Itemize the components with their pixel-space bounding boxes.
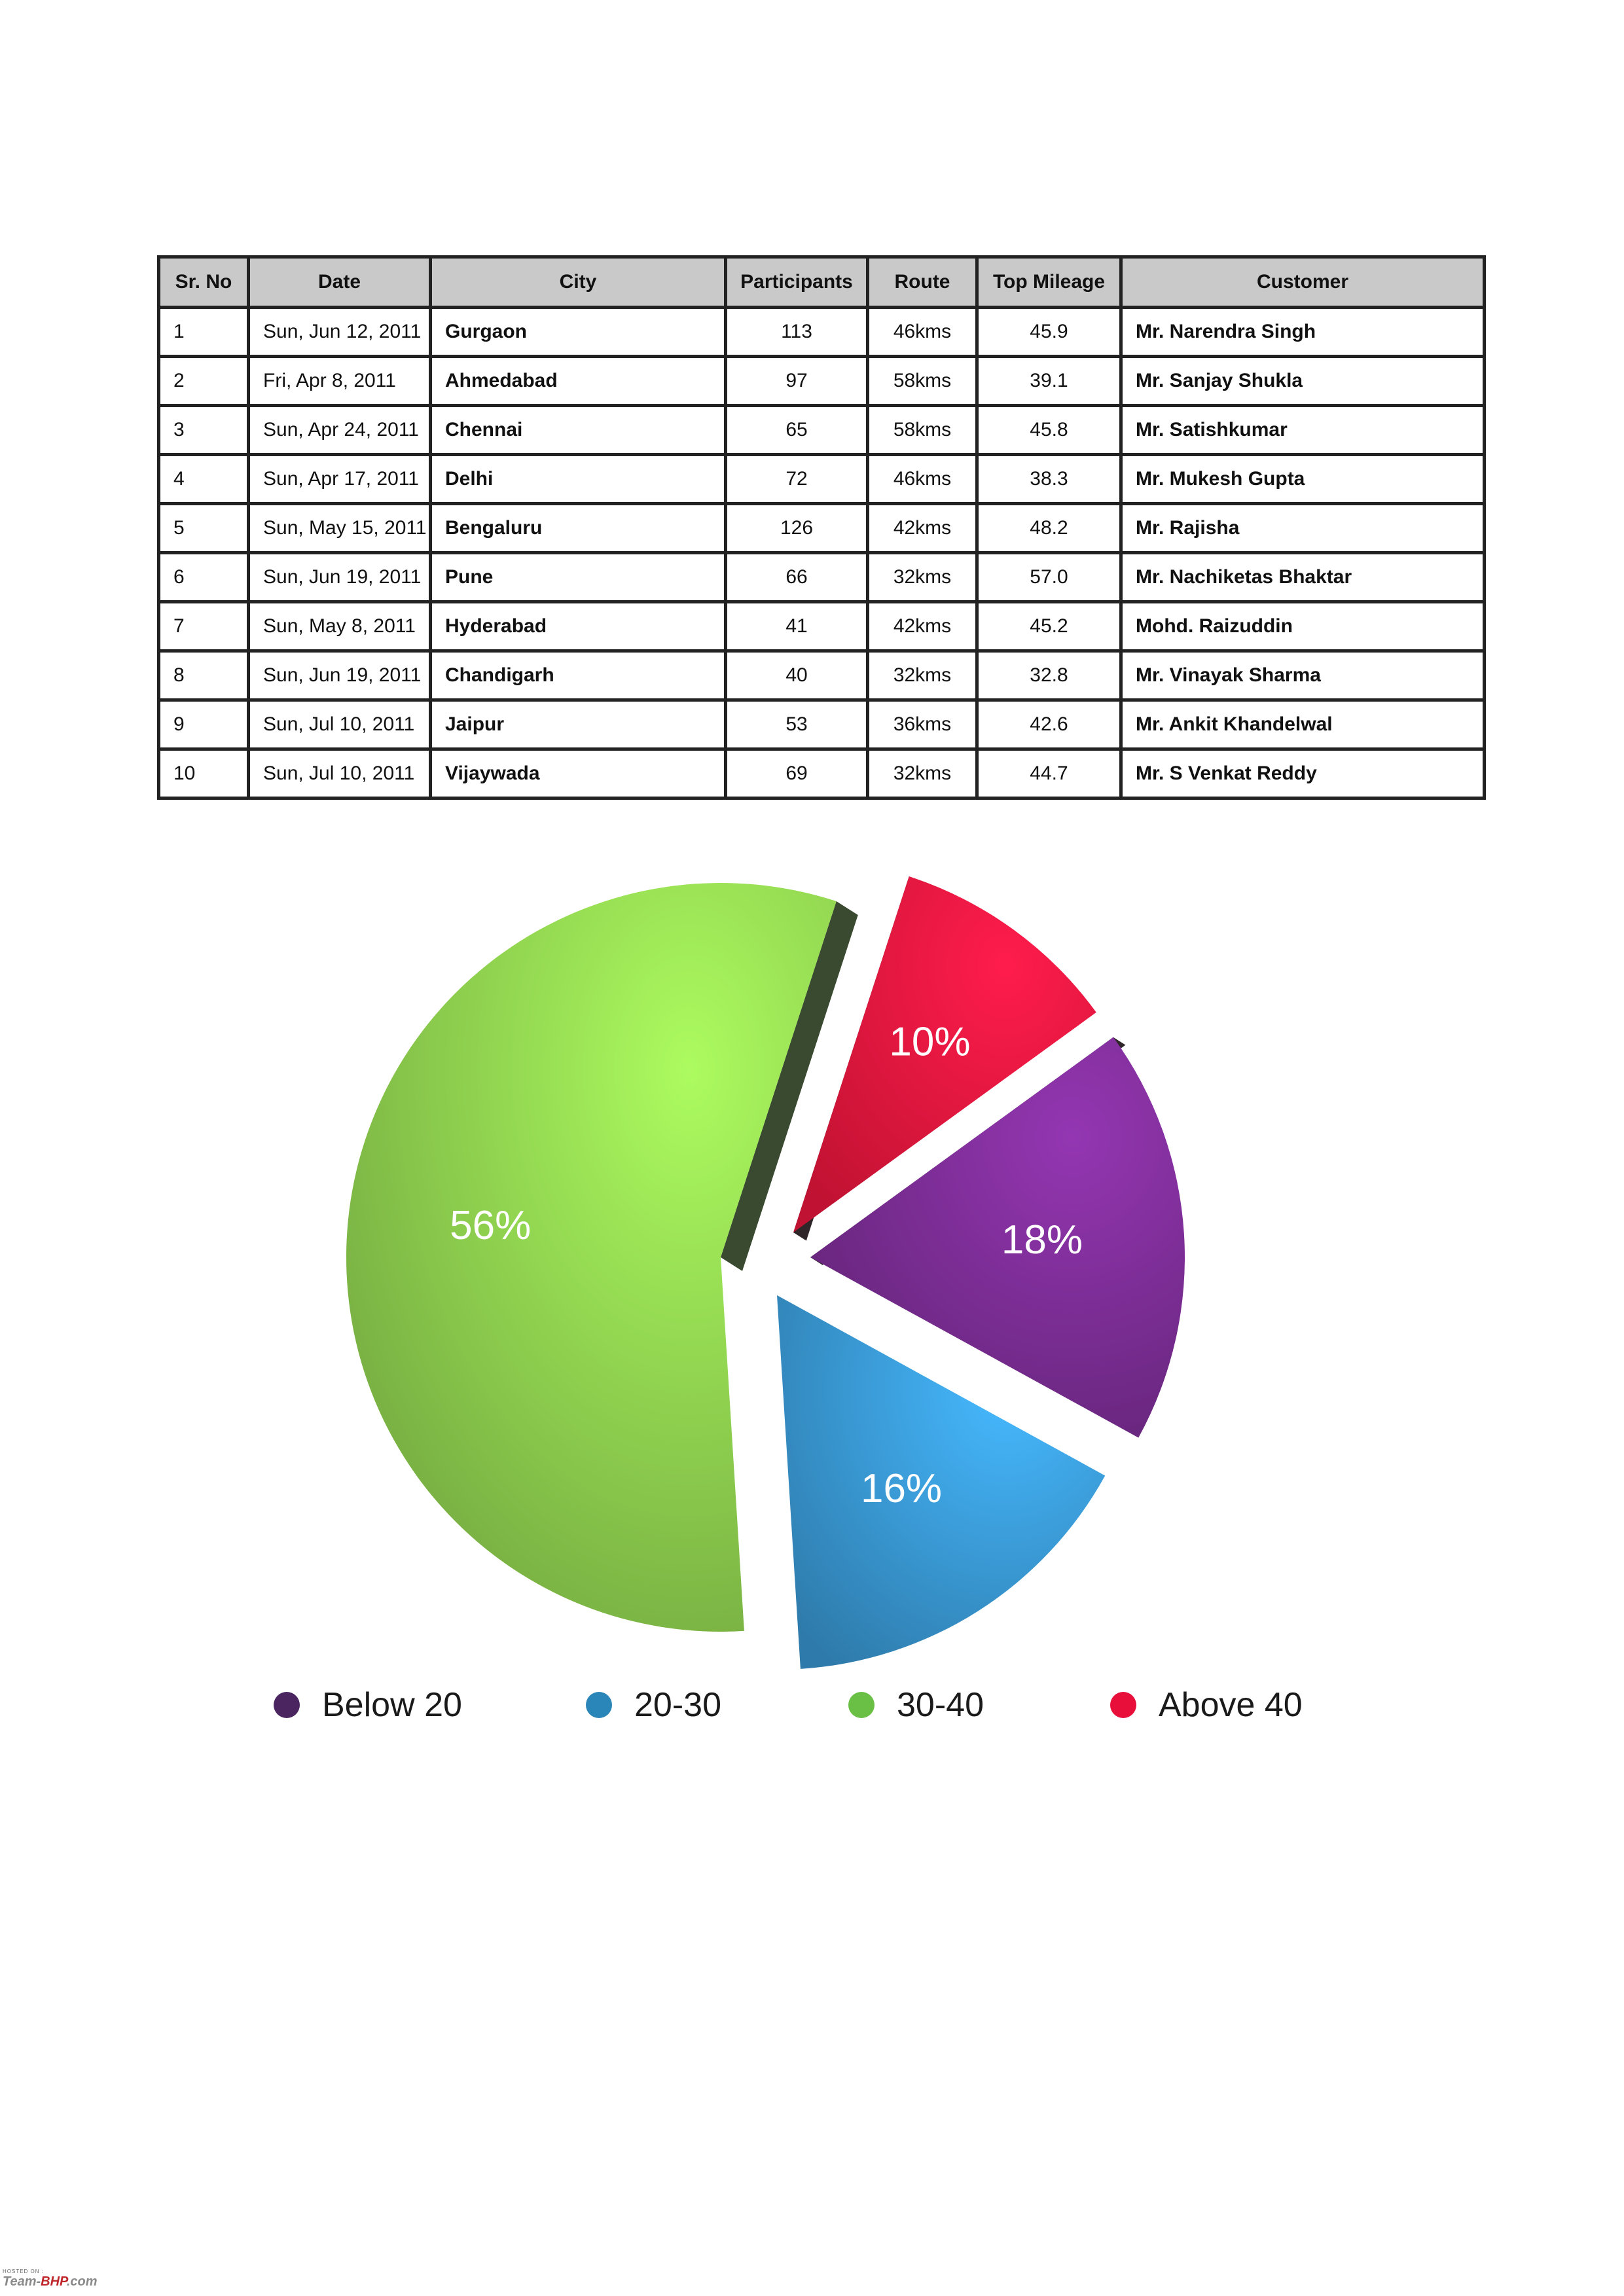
table-cell: 97 xyxy=(726,357,868,406)
table-cell: Mr. Rajisha xyxy=(1121,504,1485,553)
table-cell: 40 xyxy=(726,651,868,700)
table-cell: Sun, Jun 12, 2011 xyxy=(249,308,431,357)
table-cell: 4 xyxy=(159,455,249,504)
table-cell: 7 xyxy=(159,602,249,651)
table-cell: 46kms xyxy=(868,308,977,357)
table-cell: 3 xyxy=(159,406,249,455)
legend-swatch xyxy=(1110,1692,1136,1718)
table-cell: Gurgaon xyxy=(431,308,726,357)
table-cell: 36kms xyxy=(868,700,977,749)
table-cell: 58kms xyxy=(868,357,977,406)
table-cell: Pune xyxy=(431,553,726,602)
table-cell: Bengaluru xyxy=(431,504,726,553)
table-cell: 46kms xyxy=(868,455,977,504)
table-cell: 32kms xyxy=(868,553,977,602)
table-cell: Chennai xyxy=(431,406,726,455)
table-cell: Sun, Apr 24, 2011 xyxy=(249,406,431,455)
table-row xyxy=(159,406,1485,455)
table-row xyxy=(159,308,1485,357)
table-cell: 2 xyxy=(159,357,249,406)
table-cell: 48.2 xyxy=(977,504,1121,553)
table-row xyxy=(159,651,1485,700)
table-cell: Mr. Ankit Khandelwal xyxy=(1121,700,1485,749)
table-cell: 41 xyxy=(726,602,868,651)
column-header: Participants xyxy=(726,257,868,308)
table-cell: Chandigarh xyxy=(431,651,726,700)
table-cell: 42.6 xyxy=(977,700,1121,749)
table-cell: Ahmedabad xyxy=(431,357,726,406)
legend-label: 20-30 xyxy=(634,1686,721,1724)
table-cell: 45.2 xyxy=(977,602,1121,651)
pie-chart xyxy=(0,851,1624,1708)
watermark-brand: Team-BHP.com xyxy=(3,2274,98,2289)
table-cell: 72 xyxy=(726,455,868,504)
table-cell: Hyderabad xyxy=(431,602,726,651)
pie-slice-label: 10% xyxy=(889,1019,971,1065)
column-header: Top Mileage xyxy=(977,257,1121,308)
pie-slices-layer xyxy=(346,876,1185,1669)
legend-item xyxy=(274,1679,462,1731)
table-cell: 45.8 xyxy=(977,406,1121,455)
table-cell: 10 xyxy=(159,749,249,798)
table-cell: 113 xyxy=(726,308,868,357)
table-cell: Mr. Satishkumar xyxy=(1121,406,1485,455)
pie-slice-label: 18% xyxy=(1001,1217,1083,1263)
column-header: Sr. No xyxy=(159,257,249,308)
legend-item xyxy=(848,1679,984,1731)
table-cell: Mr. Mukesh Gupta xyxy=(1121,455,1485,504)
table-cell: 1 xyxy=(159,308,249,357)
table-cell: 9 xyxy=(159,700,249,749)
chart-legend xyxy=(0,1679,1624,1731)
table-cell: Mr. Narendra Singh xyxy=(1121,308,1485,357)
table-cell: Mr. Vinayak Sharma xyxy=(1121,651,1485,700)
table-cell: 39.1 xyxy=(977,357,1121,406)
table-row xyxy=(159,455,1485,504)
table-cell: Sun, May 15, 2011 xyxy=(249,504,431,553)
table-cell: 66 xyxy=(726,553,868,602)
table-cell: 58kms xyxy=(868,406,977,455)
table-row xyxy=(159,553,1485,602)
table-cell: 8 xyxy=(159,651,249,700)
table-cell: 126 xyxy=(726,504,868,553)
legend-item xyxy=(586,1679,721,1731)
table-cell: Fri, Apr 8, 2011 xyxy=(249,357,431,406)
table-cell: 6 xyxy=(159,553,249,602)
column-header: Customer xyxy=(1121,257,1485,308)
legend-label: 30-40 xyxy=(897,1686,984,1724)
legend-label: Above 40 xyxy=(1159,1686,1303,1724)
pie-slice-30-40 xyxy=(346,883,837,1632)
table-cell: 45.9 xyxy=(977,308,1121,357)
table-row xyxy=(159,357,1485,406)
watermark-hosted-text: HOSTED ON : xyxy=(3,2269,45,2274)
table-cell: 5 xyxy=(159,504,249,553)
column-header: City xyxy=(431,257,726,308)
legend-swatch xyxy=(274,1692,300,1718)
table-cell: Vijaywada xyxy=(431,749,726,798)
table-cell: 53 xyxy=(726,700,868,749)
table-cell: Mr. Nachiketas Bhaktar xyxy=(1121,553,1485,602)
table-cell: 38.3 xyxy=(977,455,1121,504)
table-cell: Sun, Apr 17, 2011 xyxy=(249,455,431,504)
column-header: Route xyxy=(868,257,977,308)
pie-slice-label: 56% xyxy=(450,1202,532,1248)
legend-label: Below 20 xyxy=(322,1686,462,1724)
table-cell: Mohd. Raizuddin xyxy=(1121,602,1485,651)
table-row xyxy=(159,749,1485,798)
table-row xyxy=(159,504,1485,553)
table-cell: Delhi xyxy=(431,455,726,504)
table-cell: 42kms xyxy=(868,504,977,553)
table-cell: 44.7 xyxy=(977,749,1121,798)
column-header: Date xyxy=(249,257,431,308)
table-cell: Sun, Jun 19, 2011 xyxy=(249,553,431,602)
table-cell: 32kms xyxy=(868,749,977,798)
table-body xyxy=(159,308,1485,798)
legend-swatch xyxy=(586,1692,612,1718)
legend-swatch xyxy=(848,1692,875,1718)
table-cell: Sun, Jun 19, 2011 xyxy=(249,651,431,700)
table-cell: 65 xyxy=(726,406,868,455)
table-row xyxy=(159,700,1485,749)
table-cell: 32kms xyxy=(868,651,977,700)
table-cell: 57.0 xyxy=(977,553,1121,602)
table-cell: Jaipur xyxy=(431,700,726,749)
pie-slice-label: 16% xyxy=(860,1465,943,1511)
table-cell: Sun, Jul 10, 2011 xyxy=(249,749,431,798)
watermark-logo xyxy=(3,2269,127,2287)
table-cell: Sun, Jul 10, 2011 xyxy=(249,700,431,749)
table-row xyxy=(159,602,1485,651)
table-cell: Mr. Sanjay Shukla xyxy=(1121,357,1485,406)
results-table xyxy=(157,255,1486,800)
table-header-row xyxy=(159,257,1485,308)
table-cell: 32.8 xyxy=(977,651,1121,700)
table-cell: 69 xyxy=(726,749,868,798)
table-cell: Mr. S Venkat Reddy xyxy=(1121,749,1485,798)
table-cell: 42kms xyxy=(868,602,977,651)
table-cell: Sun, May 8, 2011 xyxy=(249,602,431,651)
legend-item xyxy=(1110,1679,1303,1731)
